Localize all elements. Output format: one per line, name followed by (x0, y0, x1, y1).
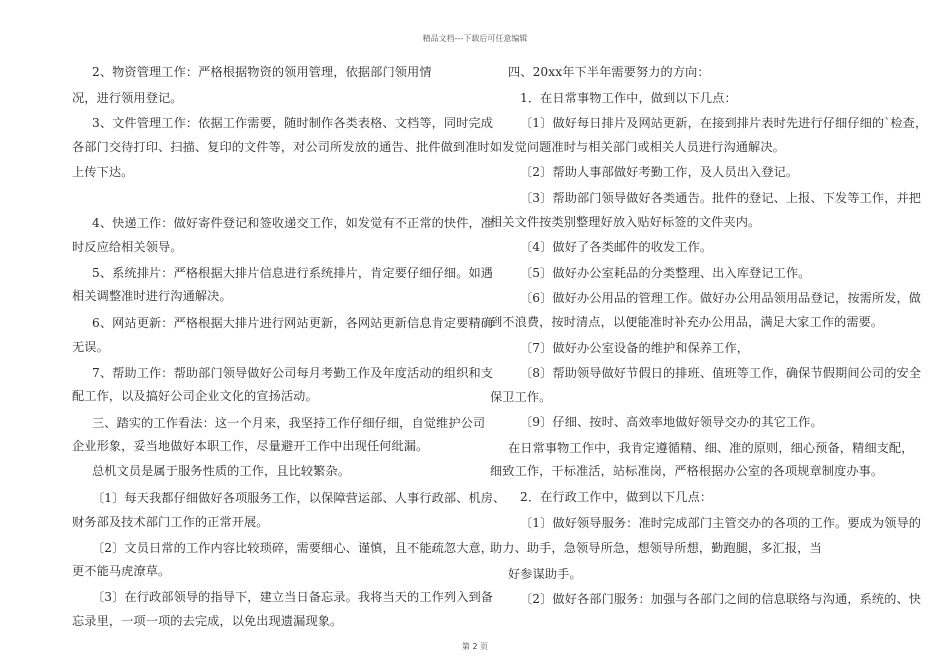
paragraph-line: 企业形象，妥当地做好本职工作，尽量避开工作中出现任何纰漏。 (72, 439, 429, 453)
paragraph-line: 上传下达。 (72, 165, 134, 179)
page-number: 第 2 页 (461, 642, 489, 651)
paragraph-line: 〔2〕做好各部门服务：加强与各部门之间的信息联络与沟通，系统的、快 (520, 592, 922, 606)
paragraph-line: 〔3〕在行政部领导的指导下，建立当日备忘录。我将当天的工作列入到备 (92, 590, 494, 604)
paragraph-line: 〔2〕帮助人事部做好考勤工作，及人员出入登记。 (520, 165, 799, 179)
paragraph-line: 7、帮助工作：帮助部门领导做好公司每月考勤工作及年度活动的组织和支 (92, 366, 494, 380)
paragraph-line: 2、物资管理工作：严格根据物资的领用管理，依据部门领用情 (92, 65, 432, 79)
paragraph-line: 无误。 (72, 340, 109, 354)
paragraph-line: 〔1〕做好每日排片及网站更新，在接到排片表时先进行仔细仔细的`检查， (520, 116, 928, 130)
paragraph-line: 〔9〕仔细、按时、高效率地做好领导交办的其它工作。 (520, 415, 823, 429)
paragraph-line: 相关文件按类别整理好放入贴好标签的文件夹内。 (490, 215, 761, 229)
page-header: 精品文档---下载后可任意编辑 (422, 34, 528, 43)
paragraph-line: 各部门交待打印、扫描、复印的文件等，对公司所发放的通告、批件做到准时 (72, 140, 490, 154)
paragraph-line: 保卫工作。 (490, 390, 552, 404)
paragraph-line: 四、20xx年下半年需要努力的方向： (508, 65, 710, 79)
paragraph-line: 到不浪费，按时清点，以便能准时补充办公用品，满足大家工作的需要。 (490, 315, 884, 329)
paragraph-line: 3、文件管理工作：依据工作需要，随时制作各类表格、文档等，同时完成 (92, 116, 494, 130)
paragraph-line: 如发觉问题准时与相关部门或相关人员进行沟通解决。 (490, 140, 785, 154)
paragraph-line: 总机文员是属于服务性质的工作，且比较繁杂。 (92, 464, 351, 478)
paragraph-line: 财务部及技术部门工作的正常开展。 (72, 515, 269, 529)
paragraph-line: 相关调整准时进行沟通解决。 (72, 289, 232, 303)
paragraph-line: 三、踏实的工作看法：这一个月来，我坚持工作仔细仔细，自觉维护公司 (92, 416, 486, 430)
paragraph-line: 况，进行领用登记。 (72, 91, 183, 105)
paragraph-line: 忘录里，一项一项的去完成，以免出现遗漏现象。 (72, 614, 343, 628)
paragraph-line: 〔1〕做好领导服务：准时完成部门主管交办的各项的工作。要成为领导的 (520, 516, 922, 530)
paragraph-line: 〔6〕做好办公用品的管理工作。做好办公用品领用品登记，按需所发，做 (520, 291, 922, 305)
paragraph-line: 〔3〕帮助部门领导做好各类通告。批件的登记、上报、下发等工作，并把 (520, 191, 922, 205)
paragraph-line: 更不能马虎潦草。 (72, 564, 171, 578)
paragraph-line: 细致工作，干标准活，站标准岗，严格根据办公室的各项规章制度办事。 (490, 464, 884, 478)
paragraph-line: 6、网站更新：严格根据大排片进行网站更新，各网站更新信息肯定要精确 (92, 316, 494, 330)
paragraph-line: 〔4〕做好了各类邮件的收发工作。 (520, 240, 713, 254)
paragraph-line: 好参谋助手。 (508, 567, 582, 581)
paragraph-line: 1．在日常事物工作中，做到以下几点： (520, 91, 737, 105)
paragraph-line: 〔8〕帮助领导做好节假日的排班、值班等工作，确保节假期间公司的安全 (520, 366, 922, 380)
paragraph-line: 2．在行政工作中，做到以下几点： (520, 490, 713, 504)
paragraph-line: 配工作，以及搞好公司企业文化的宣扬活动。 (72, 389, 318, 403)
paragraph-line: 〔1〕每天我都仔细做好各项服务工作，以保障营运部、人事行政部、机房、 (92, 491, 506, 505)
paragraph-line: 4、快递工作：做好寄件登记和签收递交工作，如发觉有不正常的快件，准 (92, 216, 494, 230)
paragraph-line: 在日常事物工作中，我肯定遵循精、细、准的原则，细心预备，精细支配， (508, 441, 914, 455)
paragraph-line: 〔2〕文员日常的工作内容比较琐碎，需要细心、谨慎，且不能疏忽大意， (92, 541, 494, 555)
paragraph-line: 5、系统排片：严格根据大排片信息进行系统排片，肯定要仔细仔细。如遇 (92, 266, 494, 280)
paragraph-line: 〔7〕做好办公室设备的维护和保养工作， (520, 341, 750, 355)
paragraph-line: 时反应给相关领导。 (72, 240, 183, 254)
paragraph-line: 〔5〕做好办公室耗品的分类整理、出入库登记工作。 (520, 266, 811, 280)
paragraph-line: 助力、助手，急领导所急，想领导所想，勤跑腿，多汇报，当 (490, 541, 822, 555)
